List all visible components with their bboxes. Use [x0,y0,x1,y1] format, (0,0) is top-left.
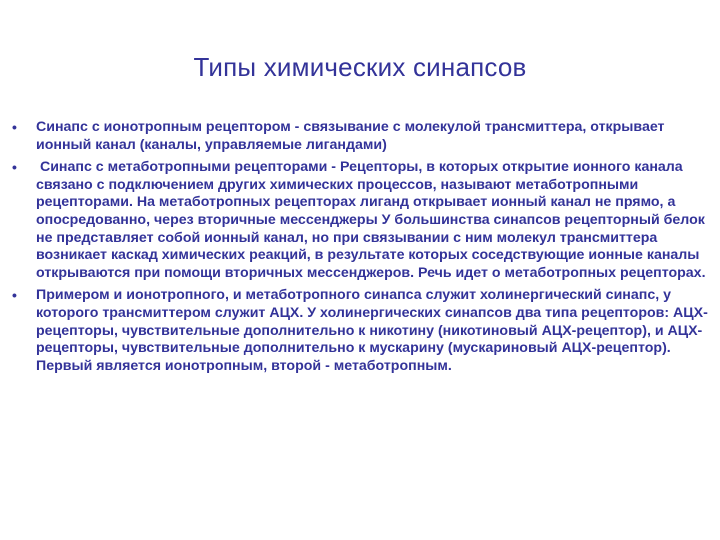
bullet-text: Примером и ионотропного, и метаботропного синапса служит холинергический синапс, у которого трансмиттером служит АЦХ. У холинергических синапсов два типа рецепторов: АЦХ-рецепторы, чувствительные дополнительно к никотину (никотиновый АЦХ-рецептор), и АЦХ-рецепторы, чувствительные дополнительно к мускарину (мускариновый АЦХ-рецептор). Первый является ионотропным, второй - метаботропным. [36,287,708,374]
bullet-item-ionotropic [12,119,712,154]
bullet-list [12,119,712,380]
slide-title: Типы химических синапсов [193,52,527,82]
bullet-item-metabotropic [12,159,712,282]
bullet-text: Синапс с ионотропным рецептором - связывание с молекулой трансмиттера, открывает ионный канал (каналы, управляемые лигандами) [36,119,665,153]
bullet-dot-icon: • [12,119,17,135]
bullet-dot-icon: • [12,287,17,304]
bullet-item-cholinergic-example [12,287,712,375]
bullet-dot-icon: • [12,159,17,176]
bullet-text: Синапс с метаботропными рецепторами - Рецепторы, в которых открытие ионного канала связано с подключением других химических процессов, называют метаботропными рецепторами. На метаботропных рецепторах лиганд открывает ионный канал не прямо, а опосредованно, через вторичные мессенджеры У большинства синапсов рецепторный белок не представляет собой ионный канал, но при связывании с ним молекул трансмиттера возникает каскад химических реакций, в результате которых соседствующие ионные каналы открываются при помощи вторичных мессенджеров. Речь идет о метаботропных рецепторах. [36,159,709,281]
